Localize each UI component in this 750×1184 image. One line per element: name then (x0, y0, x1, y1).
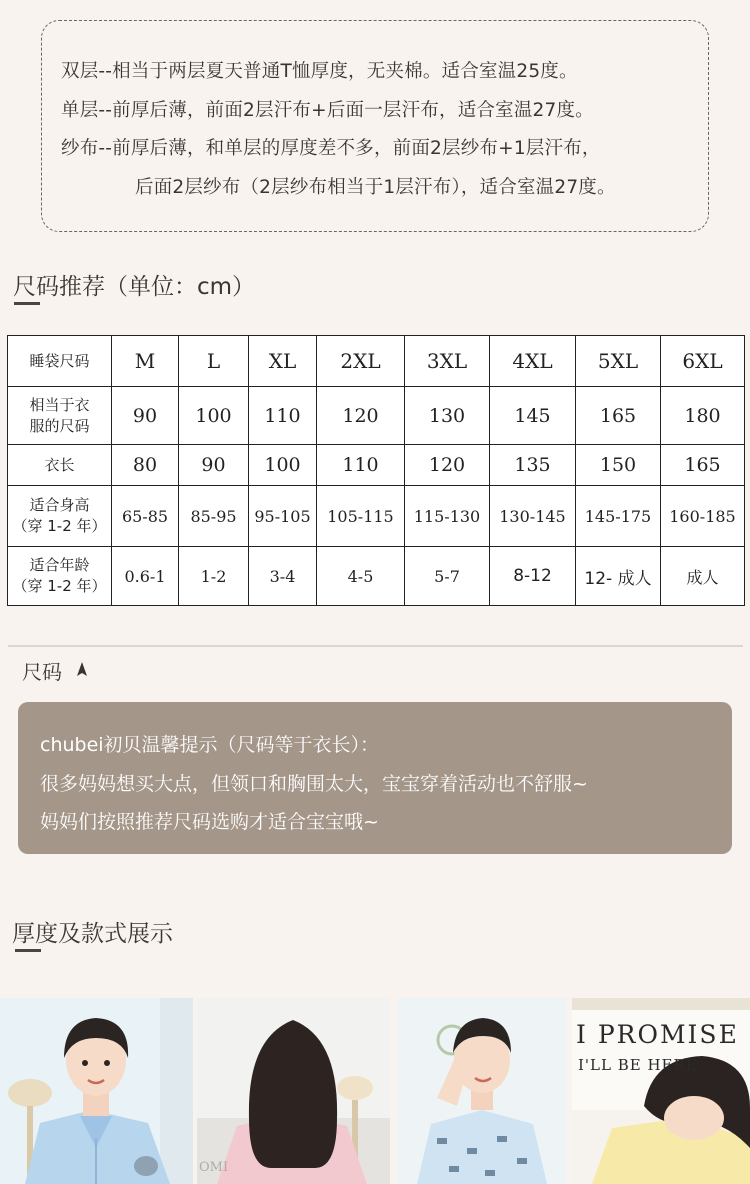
row-label (8, 387, 112, 445)
table-header-row (8, 336, 745, 387)
table-cell: 150 (576, 445, 661, 486)
table-cell: 95-105 (249, 486, 317, 547)
title-underline (14, 302, 40, 305)
table-cell: 90 (112, 387, 179, 445)
table-cell: 145 (490, 387, 576, 445)
table-cell: 160-185 (661, 486, 745, 547)
table-cell: 110 (249, 387, 317, 445)
table-cell: 180 (661, 387, 745, 445)
table-row (8, 547, 745, 606)
display-section-title: 厚度及款式展示 (12, 921, 173, 947)
table-cell: 115-130 (405, 486, 490, 547)
header-cell: 3XL (405, 336, 490, 387)
table-row (8, 486, 745, 547)
header-cell: M (112, 336, 179, 387)
photo-boy-patterned-sleepsuit (397, 998, 567, 1184)
table-cell: 105-115 (317, 486, 405, 547)
size-table (7, 335, 745, 606)
photo-girl-pink-sleepsuit (197, 998, 390, 1184)
table-cell: 85-95 (179, 486, 249, 547)
table-cell: 65-85 (112, 486, 179, 547)
table-cell: 成人 (661, 547, 745, 606)
header-cell: XL (249, 336, 317, 387)
table-cell: 120 (317, 387, 405, 445)
header-cell: 4XL (490, 336, 576, 387)
row-label (8, 486, 112, 547)
photo-boy-blue-sleepsuit (0, 998, 193, 1184)
tip-box (18, 702, 732, 854)
table-cell: 135 (490, 445, 576, 486)
photo-girl-yellow-sleepsuit (572, 998, 750, 1184)
table-cell: 130 (405, 387, 490, 445)
row-label-text: 相当于衣 服的尺码 (29, 395, 90, 435)
note-gauze-2: 后面2层纱布（2层纱布相当于1层汗布），适合室温27度。 (135, 177, 616, 198)
table-row (8, 445, 745, 486)
triangle-up-icon (76, 661, 88, 677)
table-cell: 100 (179, 387, 249, 445)
tip-line-1: chubei初贝温馨提示（尺码等于衣长）： (40, 734, 380, 756)
pillow-text-line-2: I'LL BE HERE (578, 1056, 698, 1074)
note-gauze-1: 纱布--前厚后薄，和单层的厚度差不多，前面2层纱布+1层汗布， (61, 138, 601, 159)
table-cell: 100 (249, 445, 317, 486)
title-underline (15, 949, 41, 952)
tip-line-2: 很多妈妈想买大点，但领口和胸围太大，宝宝穿着活动也不舒服~ (40, 773, 588, 795)
header-cell: 6XL (661, 336, 745, 387)
header-cell: 2XL (317, 336, 405, 387)
table-cell: 80 (112, 445, 179, 486)
table-cell: 130-145 (490, 486, 576, 547)
table-cell: 145-175 (576, 486, 661, 547)
header-cell: 睡袋尺码 (8, 336, 112, 387)
table-cell: 110 (317, 445, 405, 486)
table-cell: 90 (179, 445, 249, 486)
row-label-text: 适合身高 （穿 1-2 年） (12, 496, 107, 535)
table-cell: 120 (405, 445, 490, 486)
row-label (8, 547, 112, 606)
table-cell: 3-4 (249, 547, 317, 606)
table-cell: 1-2 (179, 547, 249, 606)
fabric-notes-box (41, 20, 709, 232)
table-cell: 4-5 (317, 547, 405, 606)
size-label: 尺码 (22, 660, 62, 684)
table-cell: 165 (661, 445, 745, 486)
table-cell: 5-7 (405, 547, 490, 606)
table-cell: 0.6-1 (112, 547, 179, 606)
table-cell: 12- 成人 (576, 547, 661, 606)
row-label-text: 适合年龄 （穿 1-2 年） (12, 556, 107, 595)
table-cell: 8-12 (490, 547, 576, 606)
tip-line-3: 妈妈们按照推荐尺码选购才适合宝宝哦~ (40, 811, 379, 833)
pillow-text-line-1: I PROMISE (576, 1020, 739, 1049)
header-cell: 5XL (576, 336, 661, 387)
note-single-layer: 单层--前厚后薄，前面2层汗布+后面一层汗布，适合室温27度。 (61, 100, 594, 121)
row-label: 衣长 (8, 445, 112, 486)
size-section-title: 尺码推荐（单位：cm） (13, 274, 256, 300)
header-cell: L (179, 336, 249, 387)
table-cell: 165 (576, 387, 661, 445)
section-divider (8, 645, 743, 647)
table-row (8, 387, 745, 445)
note-double-layer: 双层--相当于两层夏天普通T恤厚度，无夹棉。适合室温25度。 (61, 61, 578, 82)
pillow-watermark-text: OMI (199, 1160, 229, 1175)
